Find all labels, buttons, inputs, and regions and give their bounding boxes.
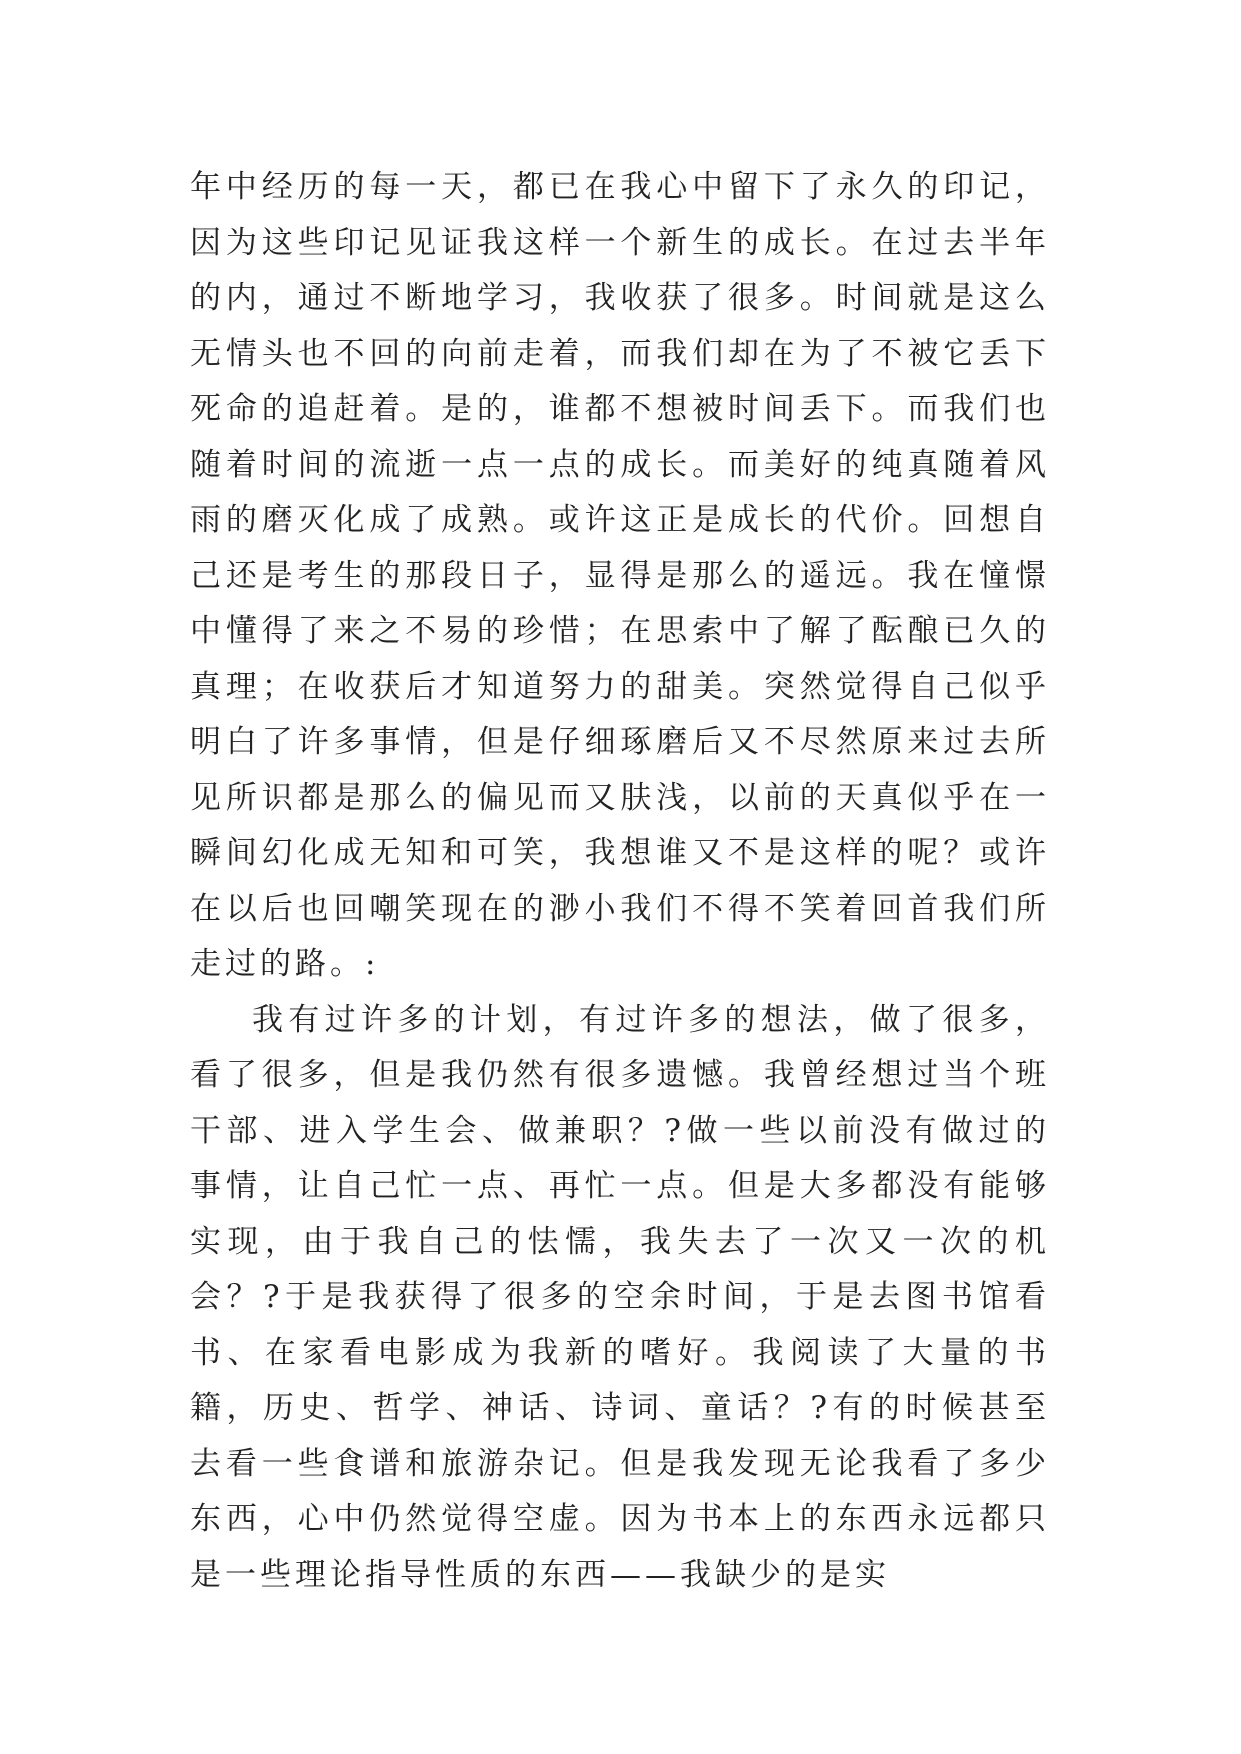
paragraph-continued: 年中经历的每一天，都已在我心中留下了永久的印记，因为这些印记见证我这样一个新生的成长。在过去半年的内，通过不断地学习，我收获了很多。时间就是这么无情头也不回的向前走着，而我们却在为了不被它丢下死命的追赶着。是的，谁都不想被时间丢下。而我们也随着时间的流逝一点一点的成长。而美好的纯真随着风雨的磨灭化成了成熟。或许这正是成长的代价。回想自己还是考生的那段日子，显得是那么的遥远。我在憧憬中懂得了来之不易的珍惜；在思索中了解了酝酿已久的真理；在收获后才知道努力的甜美。突然觉得自己似乎明白了许多事情，但是仔细琢磨后又不尽然原来过去所见所识都是那么的偏见而又肤浅，以前的天真似乎在一瞬间幻化成无知和可笑，我想谁又不是这样的呢？或许在以后也回嘲笑现在的渺小我们不得不笑着回首我们所走过的路。:	[190, 169, 1050, 982]
paragraph: 我有过许多的计划，有过许多的想法，做了很多，看了很多，但是我仍然有很多遗憾。我曾经想过当个班干部、进入学生会、做兼职？?做一些以前没有做过的事情，让自己忙一点、再忙一点。但是大多都没有能够实现，由于我自己的怯懦，我失去了一次又一次的机会？?于是我获得了很多的空余时间，于是去图书馆看书、在家看电影成为我新的嗜好。我阅读了大量的书籍，历史、哲学、神话、诗词、童话？?有的时候甚至去看一些食谱和旅游杂记。但是我发现无论我看了多少东西，心中仍然觉得空虚。因为书本上的东西永远都只是一些理论指导性质的东西——我缺少的是实	[190, 1001, 1050, 1593]
body-text	[190, 160, 1050, 1603]
